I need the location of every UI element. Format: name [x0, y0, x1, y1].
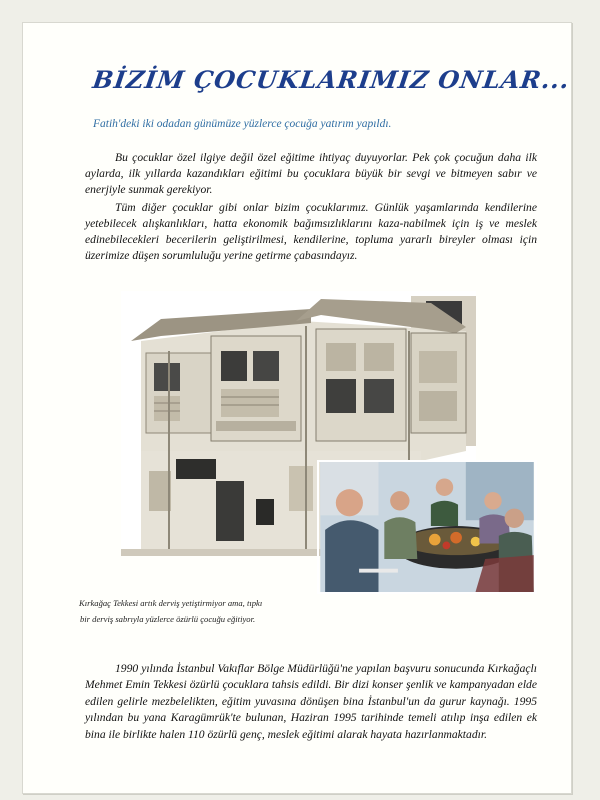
page-title: BİZİM ÇOCUKLARIMIZ ONLAR... [90, 65, 572, 94]
photo-collage [121, 291, 541, 581]
caption-line-1: Kırkağaç Tekkesi artık derviş yetiştirmiyor ama, tıpkı [79, 598, 263, 608]
history-paragraph: 1990 yılında İstanbul Vakıflar Bölge Müdürlüğü'ne yapılan başvuru sonucunda Kırkağaçlı Mehmet Emin Tekkesi özürlü çocuklara tahsis edildi. Bir dizi konser şenlik ve kampanyadan elde edilen gelirle mezbelelikten, eğitim yuvasına dönüşen bina İstanbul'un da gurur kaynağı. 1995 yılından bu yana Karagümrük'te bulunan, Haziran 1995 tarihinde temeli atılıp inşa edilen ek bina ile birlikte halen 110 özürlü genç, meslek eğitimi alarak hayata hazırlanmaktadır. [85, 662, 537, 741]
intro-paragraph-2: Tüm diğer çocuklar gibi onlar bizim çocuklarımız. Günlük yaşamlarında kendilerine yetebilecek alışkanlıkları, hatta ekonomik bağımsızlıklarını kaza-nabilmek için iş ve meslek edinebilecekleri becerilerin geliştirilmesi, kendilerine, topluma yararlı bireyler olması için üzerimize düşen sorumluluğu yerine getirme çabasındayız. [85, 201, 537, 262]
caption-line-2: bir derviş sabrıyla yüzlerce özürlü çocuğu eğitiyor. [80, 614, 256, 624]
document-page [22, 22, 572, 794]
intro-paragraph-1: Bu çocuklar özel ilgiye değil özel eğitime ihtiyaç duyuyorlar. Pek çok çocuğun daha ilk aylarda, ilk yıllarda kazandıkları eğitimi bu çocuklara büyük bir sevgi ve bitmeyen sabır ve enerjiyle sunmak gerekiyor. [85, 151, 537, 196]
intro-text [85, 150, 537, 264]
page-subtitle: Fatih'deki iki odadan günümüze yüzlerce çocuğa yatırım yapıldı. [93, 118, 392, 130]
photo-caption [79, 595, 319, 627]
classroom-group-photo [317, 460, 537, 594]
